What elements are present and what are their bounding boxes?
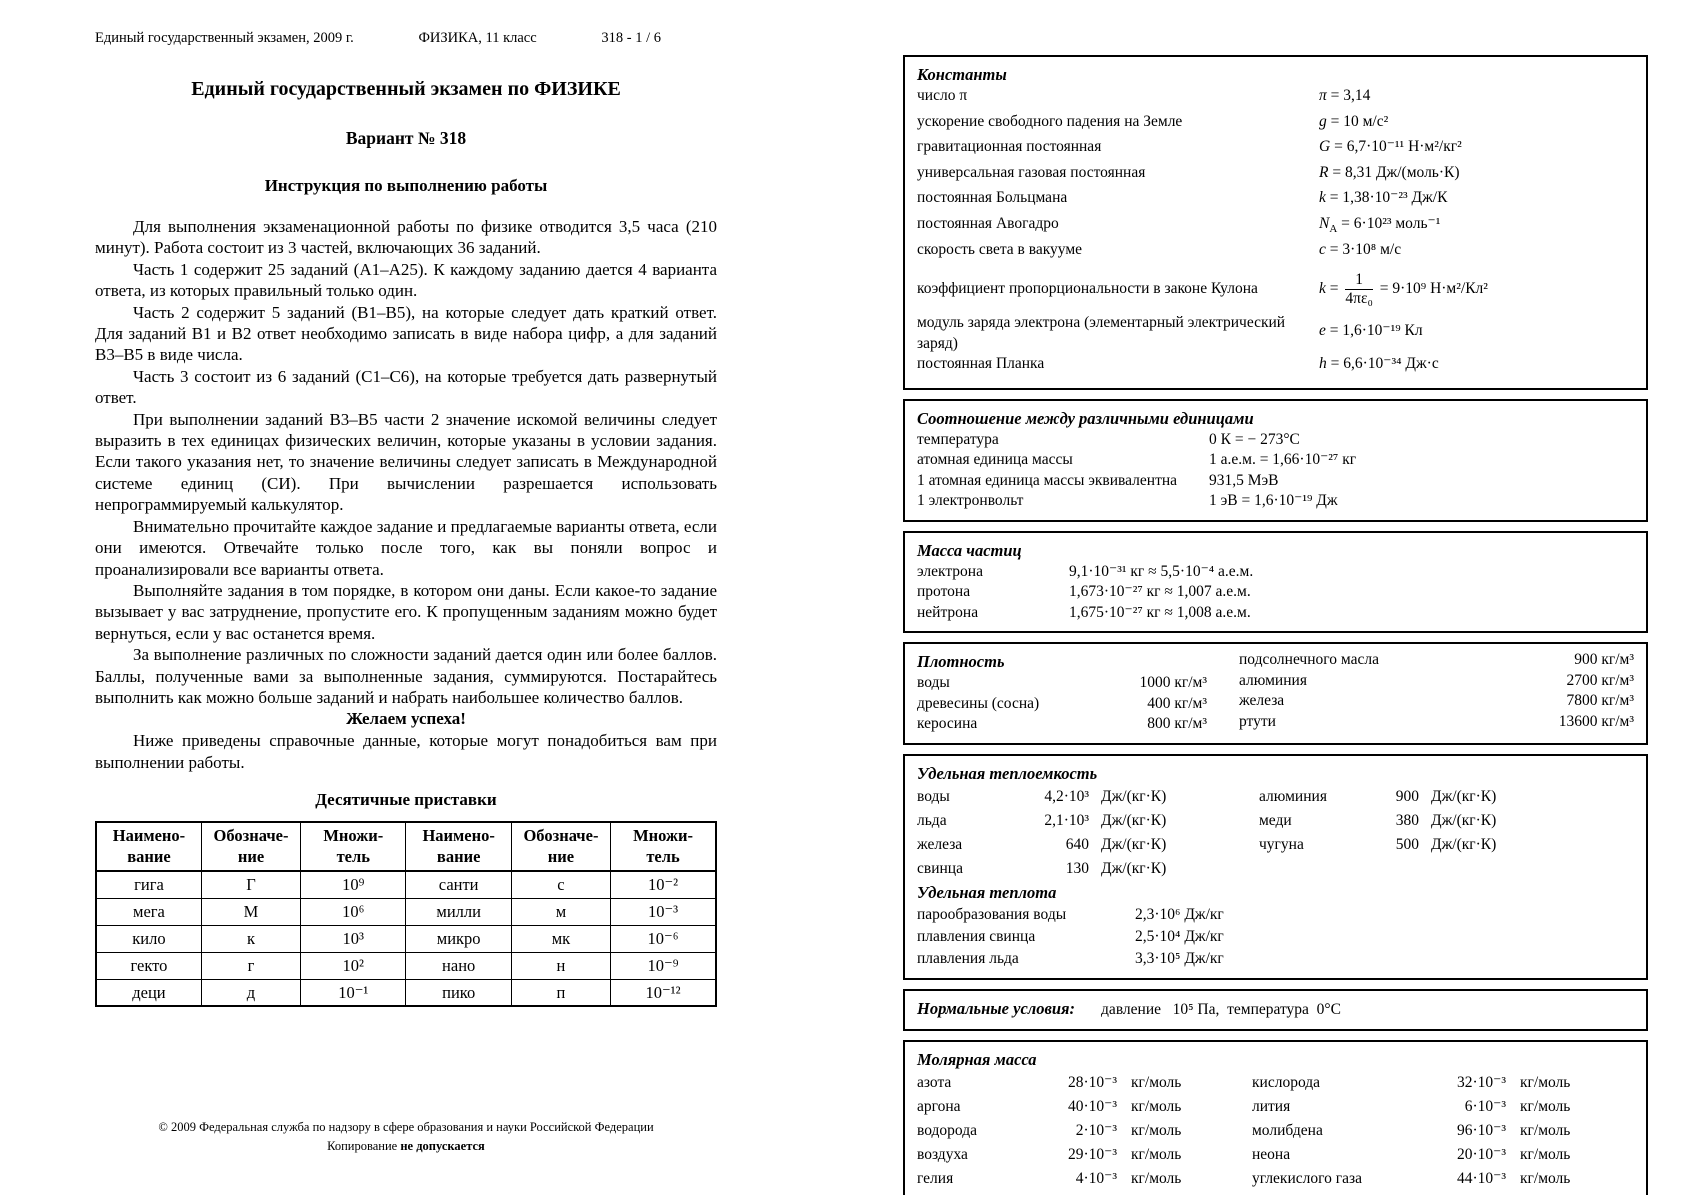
paragraph: Внимательно прочитайте каждое задание и предлагаемые варианты ответа, если они имеются. Отвечайте только после того, как вы поняли вопрос и проанализировали все варианты ответа. [95, 516, 717, 579]
constant-value [1319, 240, 1634, 266]
constants-title: Константы [917, 65, 1007, 84]
table-cell: 10³ [301, 925, 406, 952]
mass-row [917, 562, 1634, 583]
mass-label: нейтрона [917, 603, 979, 621]
density-value: 1000 кг/м³ [1139, 674, 1207, 692]
constant-symbol: π [1319, 87, 1327, 104]
paragraph: Ниже приведены справочные данные, которые могут понадобиться вам при выполнении работы. [95, 731, 717, 772]
specific-heat-box [903, 754, 1648, 980]
table-cell: мк [511, 925, 610, 952]
coulomb-constant-row [917, 265, 1634, 313]
table-cell: 10⁻⁹ [611, 952, 716, 979]
normal-conditions-row [917, 997, 1634, 1021]
table-cell: 10⁻¹ [301, 979, 406, 1006]
paragraph: Часть 1 содержит 25 заданий (А1–А25). К каждому заданию дается 4 варианта ответа, из которых правильный только один. [95, 259, 717, 301]
molar-unit: кг/моль [1131, 1073, 1182, 1091]
constant-value [1319, 163, 1634, 189]
heat-value: 500 [1395, 835, 1419, 853]
particle-mass-box [903, 531, 1648, 634]
heat-value: 130 [1065, 859, 1089, 877]
table-cell: мега [96, 898, 201, 925]
unit-row [917, 450, 1634, 471]
density-box [903, 642, 1648, 745]
molar-row [917, 1167, 1252, 1191]
constant-symbol: e [1319, 321, 1326, 339]
heat-row [917, 857, 1259, 881]
table-cell: гига [96, 871, 201, 898]
latent-value: 2,3·10⁶ Дж/кг [1135, 905, 1224, 923]
specific-heat-title: Удельная теплоемкость [917, 763, 1098, 783]
density-row [1239, 712, 1634, 733]
specific-heat-right-column [1259, 785, 1634, 881]
equals-sign: = [1325, 279, 1343, 297]
molar-unit: кг/моль [1131, 1169, 1182, 1187]
density-value: 800 кг/м³ [1147, 715, 1207, 733]
molar-row [1252, 1119, 1634, 1143]
molar-unit: кг/моль [1520, 1121, 1571, 1139]
unit-value: 1 эВ = 1,6·10⁻¹⁹ Дж [1209, 492, 1338, 510]
latent-heat-row [917, 904, 1634, 926]
constant-value [1319, 214, 1634, 240]
latent-value: 3,3·10⁵ Дж/кг [1135, 949, 1224, 967]
constant-rest: = 3,14 [1326, 87, 1371, 104]
page-title: Единый государственный экзамен по ФИЗИКЕ [191, 78, 621, 100]
molar-row [917, 1143, 1252, 1167]
heat-value: 4,2·10³ [1044, 787, 1089, 805]
molar-label: воздуха [917, 1145, 968, 1163]
table-cell: м [511, 898, 610, 925]
constant-row [917, 240, 1634, 266]
heat-label: алюминия [1259, 787, 1327, 805]
density-label: алюминия [1239, 671, 1307, 689]
column-header: Множи-тель [301, 822, 406, 871]
running-head-page: 318 - 1 / 6 [601, 30, 661, 46]
molar-label: неона [1252, 1145, 1291, 1163]
table-header-row [96, 822, 716, 871]
molar-value: 32·10⁻³ [1457, 1073, 1506, 1091]
fraction-numerator: 1 [1345, 271, 1373, 290]
heat-row [1259, 833, 1634, 857]
instruction-paragraphs [95, 216, 717, 708]
heat-unit: Дж/(кг·К) [1101, 859, 1167, 877]
molar-right-column [1252, 1071, 1634, 1191]
molar-unit: кг/моль [1520, 1073, 1571, 1091]
latent-label: плавления льда [917, 949, 1019, 967]
heat-unit: Дж/(кг·К) [1101, 811, 1167, 829]
table-cell: М [201, 898, 300, 925]
constant-symbol: g [1319, 112, 1327, 130]
table-cell: 10⁹ [301, 871, 406, 898]
column-header: Наимено-вание [96, 822, 201, 871]
table-cell: г [201, 952, 300, 979]
constant-label: скорость света в вакууме [917, 240, 1083, 258]
normal-conditions-values: давление 10⁵ Па, температура 0°С [1101, 1000, 1341, 1018]
table-cell: микро [406, 925, 511, 952]
molar-value: 96·10⁻³ [1457, 1121, 1506, 1139]
density-value: 400 кг/м³ [1147, 694, 1207, 712]
latent-heat-row [917, 926, 1634, 948]
table-cell: 10⁻² [611, 871, 716, 898]
constant-row [917, 188, 1634, 214]
column-header: Множи-тель [611, 822, 716, 871]
constant-row [917, 214, 1634, 240]
table-cell: н [511, 952, 610, 979]
molar-label: лития [1252, 1097, 1291, 1115]
paragraph: Часть 2 содержит 5 заданий (В1–В5), на которые следует дать краткий ответ. Для заданий В1 и В2 ответ необходимо записать в виде набора цифр, а для заданий В3–В5 в виде числа. [95, 302, 717, 365]
constant-row [917, 137, 1634, 163]
paragraph: За выполнение различных по сложности заданий дается один или более баллов. Баллы, полученные вами за выполненные задания, суммируются. Постарайтесь выполнить как можно больше заданий и набрать наибольшее количество баллов. [95, 645, 717, 707]
mass-value: 1,673·10⁻²⁷ кг ≈ 1,007 а.е.м. [1069, 583, 1251, 601]
table-row [96, 871, 716, 898]
left-page [95, 62, 717, 1007]
constant-symbol: G [1319, 138, 1331, 156]
molar-unit: кг/моль [1131, 1121, 1182, 1139]
constant-symbol: k [1319, 279, 1326, 297]
molar-value: 28·10⁻³ [1068, 1073, 1117, 1091]
no-copy-line [95, 1137, 717, 1156]
density-row [917, 714, 1239, 735]
molar-label: гелия [917, 1169, 954, 1187]
heat-label: воды [917, 787, 950, 805]
constant-value [1319, 137, 1634, 163]
molar-row [917, 1071, 1252, 1095]
decimal-prefixes-table [95, 821, 717, 1007]
molar-label: азота [917, 1073, 952, 1091]
table-row [96, 952, 716, 979]
molar-unit: кг/моль [1131, 1097, 1182, 1115]
mass-row [917, 603, 1634, 624]
table-row [96, 898, 716, 925]
paragraph: Часть 3 состоит из 6 заданий (С1–С6), на которые требуется дать развернутый ответ. [95, 366, 717, 408]
constant-label: постоянная Планка [917, 355, 1045, 373]
constant-row [917, 354, 1634, 380]
constant-rest: = 10 м/с² [1326, 112, 1389, 130]
constant-row [917, 313, 1634, 354]
density-right-column [1239, 650, 1634, 735]
density-row [1239, 650, 1634, 671]
heat-label: льда [917, 811, 947, 829]
molar-value: 29·10⁻³ [1068, 1145, 1117, 1163]
latent-heat-title: Удельная теплота [917, 882, 1057, 902]
table-cell: 10⁻¹² [611, 979, 716, 1006]
column-header: Наимено-вание [406, 822, 511, 871]
constant-rest: = 3·10⁸ м/с [1325, 240, 1402, 258]
coulomb-formula [1319, 271, 1634, 308]
constant-symbol: c [1319, 240, 1326, 258]
molar-left-column [917, 1071, 1252, 1191]
column-header: Обозначе-ние [511, 822, 610, 871]
heat-label: чугуна [1259, 835, 1304, 853]
table-cell: п [511, 979, 610, 1006]
molar-row [1252, 1071, 1634, 1095]
heat-value: 380 [1395, 811, 1419, 829]
unit-label: 1 атомная единица массы эквивалентна [917, 471, 1178, 489]
constant-value [1319, 86, 1634, 112]
constant-rest: = 1,38·10⁻²³ Дж/К [1325, 189, 1448, 207]
constant-label: коэффициент пропорциональности в законе Кулона [917, 279, 1258, 297]
column-header: Обозначе-ние [201, 822, 300, 871]
density-label: керосина [917, 715, 978, 733]
constant-rest: = 6,7·10⁻¹¹ Н·м²/кг² [1330, 138, 1462, 156]
table-row [96, 979, 716, 1006]
no-copy-normal: Копирование [327, 1139, 401, 1154]
constant-value [1319, 112, 1634, 138]
density-label: железа [1239, 692, 1285, 710]
density-label: древесины (сосна) [917, 694, 1040, 712]
mass-label: протона [917, 583, 971, 601]
constant-label: универсальная газовая постоянная [917, 163, 1146, 181]
table-cell: милли [406, 898, 511, 925]
heat-value: 640 [1065, 835, 1089, 853]
molar-label: углекислого газа [1252, 1169, 1362, 1187]
heat-unit: Дж/(кг·К) [1101, 787, 1167, 805]
molar-row [917, 1119, 1252, 1143]
unit-relations-title: Соотношение между различными единицами [917, 408, 1254, 428]
density-row [917, 694, 1239, 715]
molar-unit: кг/моль [1520, 1169, 1571, 1187]
molar-row [1252, 1167, 1634, 1191]
constant-value [1319, 188, 1634, 214]
density-value: 900 кг/м³ [1574, 651, 1634, 669]
heat-row [1259, 809, 1634, 833]
constant-label: число π [917, 87, 968, 104]
table-cell: санти [406, 871, 511, 898]
molar-unit: кг/моль [1520, 1145, 1571, 1163]
constant-row [917, 86, 1634, 112]
latent-heat-row [917, 948, 1634, 970]
mass-row [917, 582, 1634, 603]
latent-label: парообразования воды [917, 905, 1067, 923]
mass-label: электрона [917, 562, 983, 580]
table-cell: 10⁻⁶ [611, 925, 716, 952]
table-cell: нано [406, 952, 511, 979]
unit-label: температура [917, 430, 999, 448]
table-row [96, 925, 716, 952]
table-cell: гекто [96, 952, 201, 979]
constant-symbol: k [1319, 189, 1326, 207]
molar-label: аргона [917, 1097, 961, 1115]
constant-rest: = 6·10²³ моль⁻¹ [1337, 214, 1441, 232]
density-title: Плотность [917, 652, 1005, 672]
heat-unit: Дж/(кг·К) [1431, 787, 1497, 805]
constant-value [1319, 321, 1634, 347]
constant-symbol: h [1319, 355, 1327, 373]
paragraph: При выполнении заданий В3–В5 части 2 значение искомой величины следует выразить в тех единицах физических величин, которые указаны в условии задания. Если такого указания нет, то значение величины следует записать в Международной системе единиц (СИ). При вычислении разрешается использовать непрограммируемый калькулятор. [95, 409, 717, 515]
molar-mass-box [903, 1040, 1648, 1195]
molar-unit: кг/моль [1520, 1097, 1571, 1115]
molar-value: 44·10⁻³ [1457, 1169, 1506, 1187]
latent-label: плавления свинца [917, 927, 1036, 945]
constant-row [917, 163, 1634, 189]
constant-symbol: N [1319, 214, 1330, 232]
constant-row [917, 112, 1634, 138]
table-cell: 10⁶ [301, 898, 406, 925]
unit-value: 0 К = − 273°С [1209, 430, 1300, 448]
heat-row [1259, 785, 1634, 809]
heat-unit: Дж/(кг·К) [1431, 811, 1497, 829]
no-copy-bold: не допускается [400, 1139, 485, 1154]
molar-value: 4·10⁻³ [1075, 1169, 1117, 1187]
molar-value: 20·10⁻³ [1457, 1145, 1506, 1163]
table-cell: деци [96, 979, 201, 1006]
unit-label: атомная единица массы [917, 451, 1073, 469]
running-head-exam: Единый государственный экзамен, 2009 г. [95, 30, 354, 46]
heat-unit: Дж/(кг·К) [1431, 835, 1497, 853]
heat-row [917, 785, 1259, 809]
molar-value: 40·10⁻³ [1068, 1097, 1117, 1115]
heat-label: свинца [917, 859, 963, 877]
constant-rest: = 8,31 Дж/(моль·К) [1328, 163, 1460, 181]
table-cell: д [201, 979, 300, 1006]
copyright-footer [95, 1118, 717, 1157]
constant-rest: = 6,6·10⁻³⁴ Дж·с [1326, 355, 1439, 373]
heat-row [917, 809, 1259, 833]
molar-mass-title: Молярная масса [917, 1049, 1037, 1069]
molar-row [917, 1095, 1252, 1119]
constant-rest: = 9·10⁹ Н·м²/Кл² [1375, 279, 1488, 297]
normal-conditions-box [903, 989, 1648, 1031]
table-cell: с [511, 871, 610, 898]
fraction [1345, 271, 1373, 308]
constant-label: ускорение свободного падения на Земле [917, 112, 1183, 130]
table-cell: пико [406, 979, 511, 1006]
latent-value: 2,5·10⁴ Дж/кг [1135, 927, 1224, 945]
running-head-subject: ФИЗИКА, 11 класс [418, 30, 537, 46]
constant-label: модуль заряда электрона (элементарный электрический заряд) [917, 314, 1286, 352]
heat-value: 900 [1395, 787, 1419, 805]
running-head [95, 30, 661, 47]
density-row [1239, 691, 1634, 712]
heat-value: 2,1·10³ [1044, 811, 1089, 829]
constant-label: гравитационная постоянная [917, 138, 1102, 156]
particle-mass-title: Масса частиц [917, 540, 1022, 560]
molar-row [1252, 1095, 1634, 1119]
copyright-line: © 2009 Федеральная служба по надзору в сфере образования и науки Российской Федерации [158, 1120, 654, 1134]
heat-label: меди [1259, 811, 1292, 829]
molar-label: кислорода [1252, 1073, 1321, 1091]
unit-label: 1 электронвольт [917, 492, 1024, 510]
heat-row [917, 833, 1259, 857]
instruction-heading: Инструкция по выполнению работы [264, 176, 548, 195]
normal-conditions-title: Нормальные условия: [917, 998, 1076, 1018]
constant-rest: = 1,6·10⁻¹⁹ Кл [1325, 321, 1423, 339]
density-row [917, 673, 1239, 694]
density-row [1239, 671, 1634, 692]
density-value: 7800 кг/м³ [1566, 692, 1634, 710]
right-page [903, 55, 1648, 1195]
density-left-column [917, 650, 1239, 735]
molar-value: 6·10⁻³ [1464, 1097, 1506, 1115]
table-cell: Г [201, 871, 300, 898]
molar-unit: кг/моль [1131, 1145, 1182, 1163]
table-cell: 10⁻³ [611, 898, 716, 925]
prefixes-table-title: Десятичные приставки [315, 790, 497, 810]
molar-label: молибдена [1252, 1121, 1323, 1139]
fraction-denominator: 4πε₀ [1345, 289, 1373, 307]
heat-label: железа [917, 835, 963, 853]
table-cell: 10² [301, 952, 406, 979]
unit-value: 931,5 МэВ [1209, 471, 1279, 489]
heat-unit: Дж/(кг·К) [1101, 835, 1167, 853]
molar-label: водорода [917, 1121, 977, 1139]
paragraph: Выполняйте задания в том порядке, в котором они даны. Если какое-то задание вызывает у вас затруднение, пропустите его. К пропущенным заданиям можно будет вернуться, если у вас останется время. [95, 580, 717, 643]
reference-note [95, 730, 717, 773]
density-label: воды [917, 674, 950, 692]
paragraph: Для выполнения экзаменационной работы по физике отводится 3,5 часа (210 минут). Работа состоит из 3 частей, включающих 36 заданий. [95, 217, 717, 258]
table-cell: кило [96, 925, 201, 952]
unit-row [917, 471, 1634, 492]
unit-row [917, 430, 1634, 451]
constant-symbol: R [1319, 163, 1329, 181]
specific-heat-left-column [917, 785, 1259, 881]
density-label: ртути [1239, 712, 1276, 730]
molar-value: 2·10⁻³ [1075, 1121, 1117, 1139]
mass-value: 1,675·10⁻²⁷ кг ≈ 1,008 а.е.м. [1069, 603, 1251, 621]
density-value: 13600 кг/м³ [1558, 712, 1634, 730]
density-label: подсолнечного масла [1239, 651, 1379, 669]
constant-label: постоянная Авогадро [917, 214, 1059, 232]
unit-relations-box [903, 399, 1648, 522]
density-value: 2700 кг/м³ [1566, 671, 1634, 689]
molar-row [1252, 1143, 1634, 1167]
good-luck-line: Желаем успеха! [346, 709, 466, 729]
constant-label: постоянная Больцмана [917, 189, 1068, 207]
unit-row [917, 491, 1634, 512]
variant-heading: Вариант № 318 [345, 128, 467, 148]
constants-box [903, 55, 1648, 390]
unit-value: 1 а.е.м. = 1,66·10⁻²⁷ кг [1209, 451, 1357, 469]
constant-value [1319, 354, 1634, 380]
constant-symbol-sub: А [1329, 223, 1338, 236]
table-cell: к [201, 925, 300, 952]
mass-value: 9,1·10⁻³¹ кг ≈ 5,5·10⁻⁴ а.е.м. [1069, 562, 1254, 580]
